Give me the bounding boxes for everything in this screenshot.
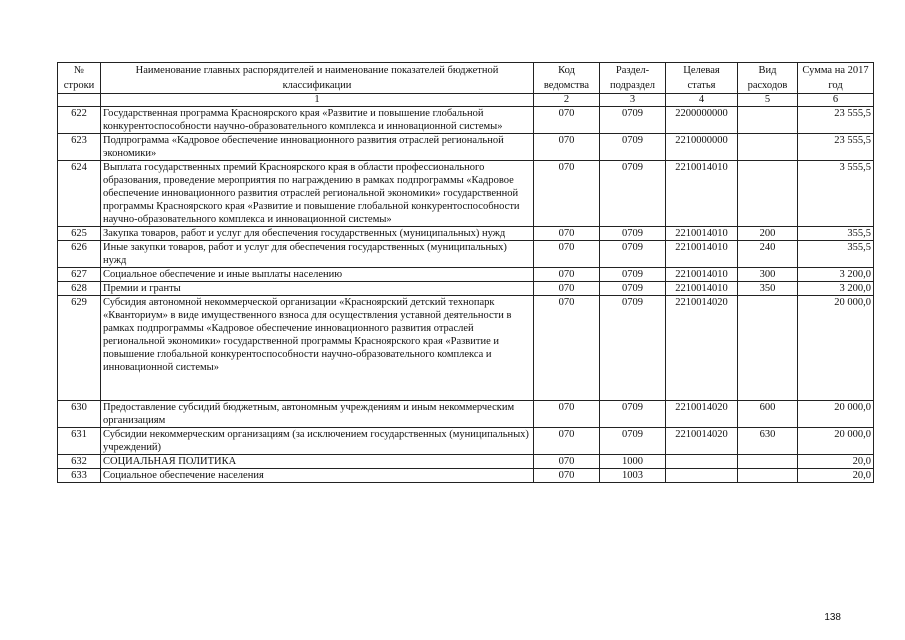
- row-expense-type: 600: [738, 401, 798, 428]
- row-dept-code: 070: [534, 296, 600, 401]
- page-number: 138: [824, 612, 841, 623]
- row-number: 623: [58, 134, 101, 161]
- column-number: 1: [101, 94, 534, 107]
- header-row-no: № строки: [58, 63, 101, 94]
- row-number: 624: [58, 161, 101, 227]
- row-sum: 3 200,0: [798, 282, 874, 296]
- row-section: 0709: [600, 241, 666, 268]
- row-target-article: 2210014010: [666, 241, 738, 268]
- row-expense-type: [738, 134, 798, 161]
- row-dept-code: 070: [534, 469, 600, 483]
- row-target-article: 2210014010: [666, 282, 738, 296]
- row-expense-type: 630: [738, 428, 798, 455]
- header-target-article: Целевая статья: [666, 63, 738, 94]
- row-sum: 3 200,0: [798, 268, 874, 282]
- row-dept-code: 070: [534, 282, 600, 296]
- row-expense-type: [738, 161, 798, 227]
- column-number: 3: [600, 94, 666, 107]
- row-section: 0709: [600, 107, 666, 134]
- row-sum: 355,5: [798, 227, 874, 241]
- row-target-article: 2210014010: [666, 161, 738, 227]
- row-expense-type: 200: [738, 227, 798, 241]
- row-sum: 20 000,0: [798, 428, 874, 455]
- row-section: 0709: [600, 161, 666, 227]
- column-number: 4: [666, 94, 738, 107]
- row-target-article: 2210014010: [666, 268, 738, 282]
- column-number: 6: [798, 94, 874, 107]
- row-section: 0709: [600, 227, 666, 241]
- row-target-article: 2210000000: [666, 134, 738, 161]
- table-row: [58, 296, 874, 401]
- row-section: 0709: [600, 268, 666, 282]
- row-number: 627: [58, 268, 101, 282]
- row-number: 628: [58, 282, 101, 296]
- table-row: [58, 134, 874, 161]
- row-sum: 20 000,0: [798, 296, 874, 401]
- row-section: 0709: [600, 282, 666, 296]
- row-dept-code: 070: [534, 268, 600, 282]
- column-number: 5: [738, 94, 798, 107]
- row-name: Социальное обеспечение и иные выплаты населению: [101, 268, 534, 282]
- row-target-article: [666, 469, 738, 483]
- table-row: [58, 428, 874, 455]
- table-row: [58, 282, 874, 296]
- row-section: 0709: [600, 296, 666, 401]
- row-dept-code: 070: [534, 134, 600, 161]
- row-name: Премии и гранты: [101, 282, 534, 296]
- column-number: 2: [534, 94, 600, 107]
- row-expense-type: 350: [738, 282, 798, 296]
- row-sum: 20,0: [798, 455, 874, 469]
- row-section: 0709: [600, 401, 666, 428]
- row-section: 1000: [600, 455, 666, 469]
- row-sum: 23 555,5: [798, 134, 874, 161]
- row-target-article: [666, 455, 738, 469]
- header-sum: Сумма на 2017 год: [798, 63, 874, 94]
- row-dept-code: 070: [534, 107, 600, 134]
- row-expense-type: [738, 455, 798, 469]
- row-sum: 355,5: [798, 241, 874, 268]
- row-number: 630: [58, 401, 101, 428]
- row-name: Подпрограмма «Кадровое обеспечение инновационного развития отраслей региональной экономики»: [101, 134, 534, 161]
- row-target-article: 2200000000: [666, 107, 738, 134]
- header-expense-type: Вид расходов: [738, 63, 798, 94]
- row-dept-code: 070: [534, 401, 600, 428]
- row-sum: 3 555,5: [798, 161, 874, 227]
- row-expense-type: 300: [738, 268, 798, 282]
- table-row: [58, 227, 874, 241]
- row-section: 1003: [600, 469, 666, 483]
- row-target-article: 2210014020: [666, 296, 738, 401]
- table-row: [58, 107, 874, 134]
- row-dept-code: 070: [534, 428, 600, 455]
- row-expense-type: [738, 107, 798, 134]
- row-name: Субсидия автономной некоммерческой организации «Красноярский детский технопарк «Кванториум» в виде имущественного взноса для осуществления уставной деятельности в рамках подпрограммы «Кадровое обеспечение инновационного развития отраслей региональной экономики» государственной программы Красноярского края «Развитие и повышение глобальной конкурентоспособности научно-образовательного комплекса и инновационной системы»: [101, 296, 534, 401]
- table-row: [58, 161, 874, 227]
- row-dept-code: 070: [534, 227, 600, 241]
- row-name: Социальное обеспечение населения: [101, 469, 534, 483]
- column-number: [58, 94, 101, 107]
- table-row: [58, 241, 874, 268]
- row-sum: 20,0: [798, 469, 874, 483]
- row-expense-type: [738, 469, 798, 483]
- row-dept-code: 070: [534, 241, 600, 268]
- header-dept-code: Код ведомства: [534, 63, 600, 94]
- header-section: Раздел-подраздел: [600, 63, 666, 94]
- row-name: Предоставление субсидий бюджетным, автономным учреждениям и иным некоммерческим организациям: [101, 401, 534, 428]
- table-row: [58, 455, 874, 469]
- budget-table: [57, 62, 874, 483]
- row-expense-type: 240: [738, 241, 798, 268]
- row-target-article: 2210014020: [666, 401, 738, 428]
- column-number-row: [58, 94, 874, 107]
- row-name: Закупка товаров, работ и услуг для обеспечения государственных (муниципальных) нужд: [101, 227, 534, 241]
- row-number: 622: [58, 107, 101, 134]
- row-number: 632: [58, 455, 101, 469]
- row-name: Иные закупки товаров, работ и услуг для обеспечения государственных (муниципальных) нужд: [101, 241, 534, 268]
- row-number: 629: [58, 296, 101, 401]
- row-number: 631: [58, 428, 101, 455]
- row-name: Выплата государственных премий Красноярского края в области профессионального образования, проведение мероприятия по награждению в рамках подпрограммы «Кадровое обеспечение инновационного развития отраслей региональной экономики» государственной программы Красноярского края «Развитие и повышение глобальной конкурентоспособности научно-образовательного комплекса и инновационной системы»: [101, 161, 534, 227]
- row-section: 0709: [600, 134, 666, 161]
- row-section: 0709: [600, 428, 666, 455]
- table-row: [58, 401, 874, 428]
- row-number: 626: [58, 241, 101, 268]
- header-name: Наименование главных распорядителей и наименование показателей бюджетной классификации: [101, 63, 534, 94]
- row-dept-code: 070: [534, 161, 600, 227]
- row-target-article: 2210014020: [666, 428, 738, 455]
- row-expense-type: [738, 296, 798, 401]
- header-row: [58, 63, 874, 94]
- row-number: 625: [58, 227, 101, 241]
- row-target-article: 2210014010: [666, 227, 738, 241]
- row-number: 633: [58, 469, 101, 483]
- row-dept-code: 070: [534, 455, 600, 469]
- table-row: [58, 469, 874, 483]
- row-name: СОЦИАЛЬНАЯ ПОЛИТИКА: [101, 455, 534, 469]
- row-sum: 20 000,0: [798, 401, 874, 428]
- table-row: [58, 268, 874, 282]
- row-sum: 23 555,5: [798, 107, 874, 134]
- row-name: Государственная программа Красноярского края «Развитие и повышение глобальной конкурентоспособности научно-образовательного комплекса и инновационной системы»: [101, 107, 534, 134]
- row-name: Субсидии некоммерческим организациям (за исключением государственных (муниципальных) учреждений): [101, 428, 534, 455]
